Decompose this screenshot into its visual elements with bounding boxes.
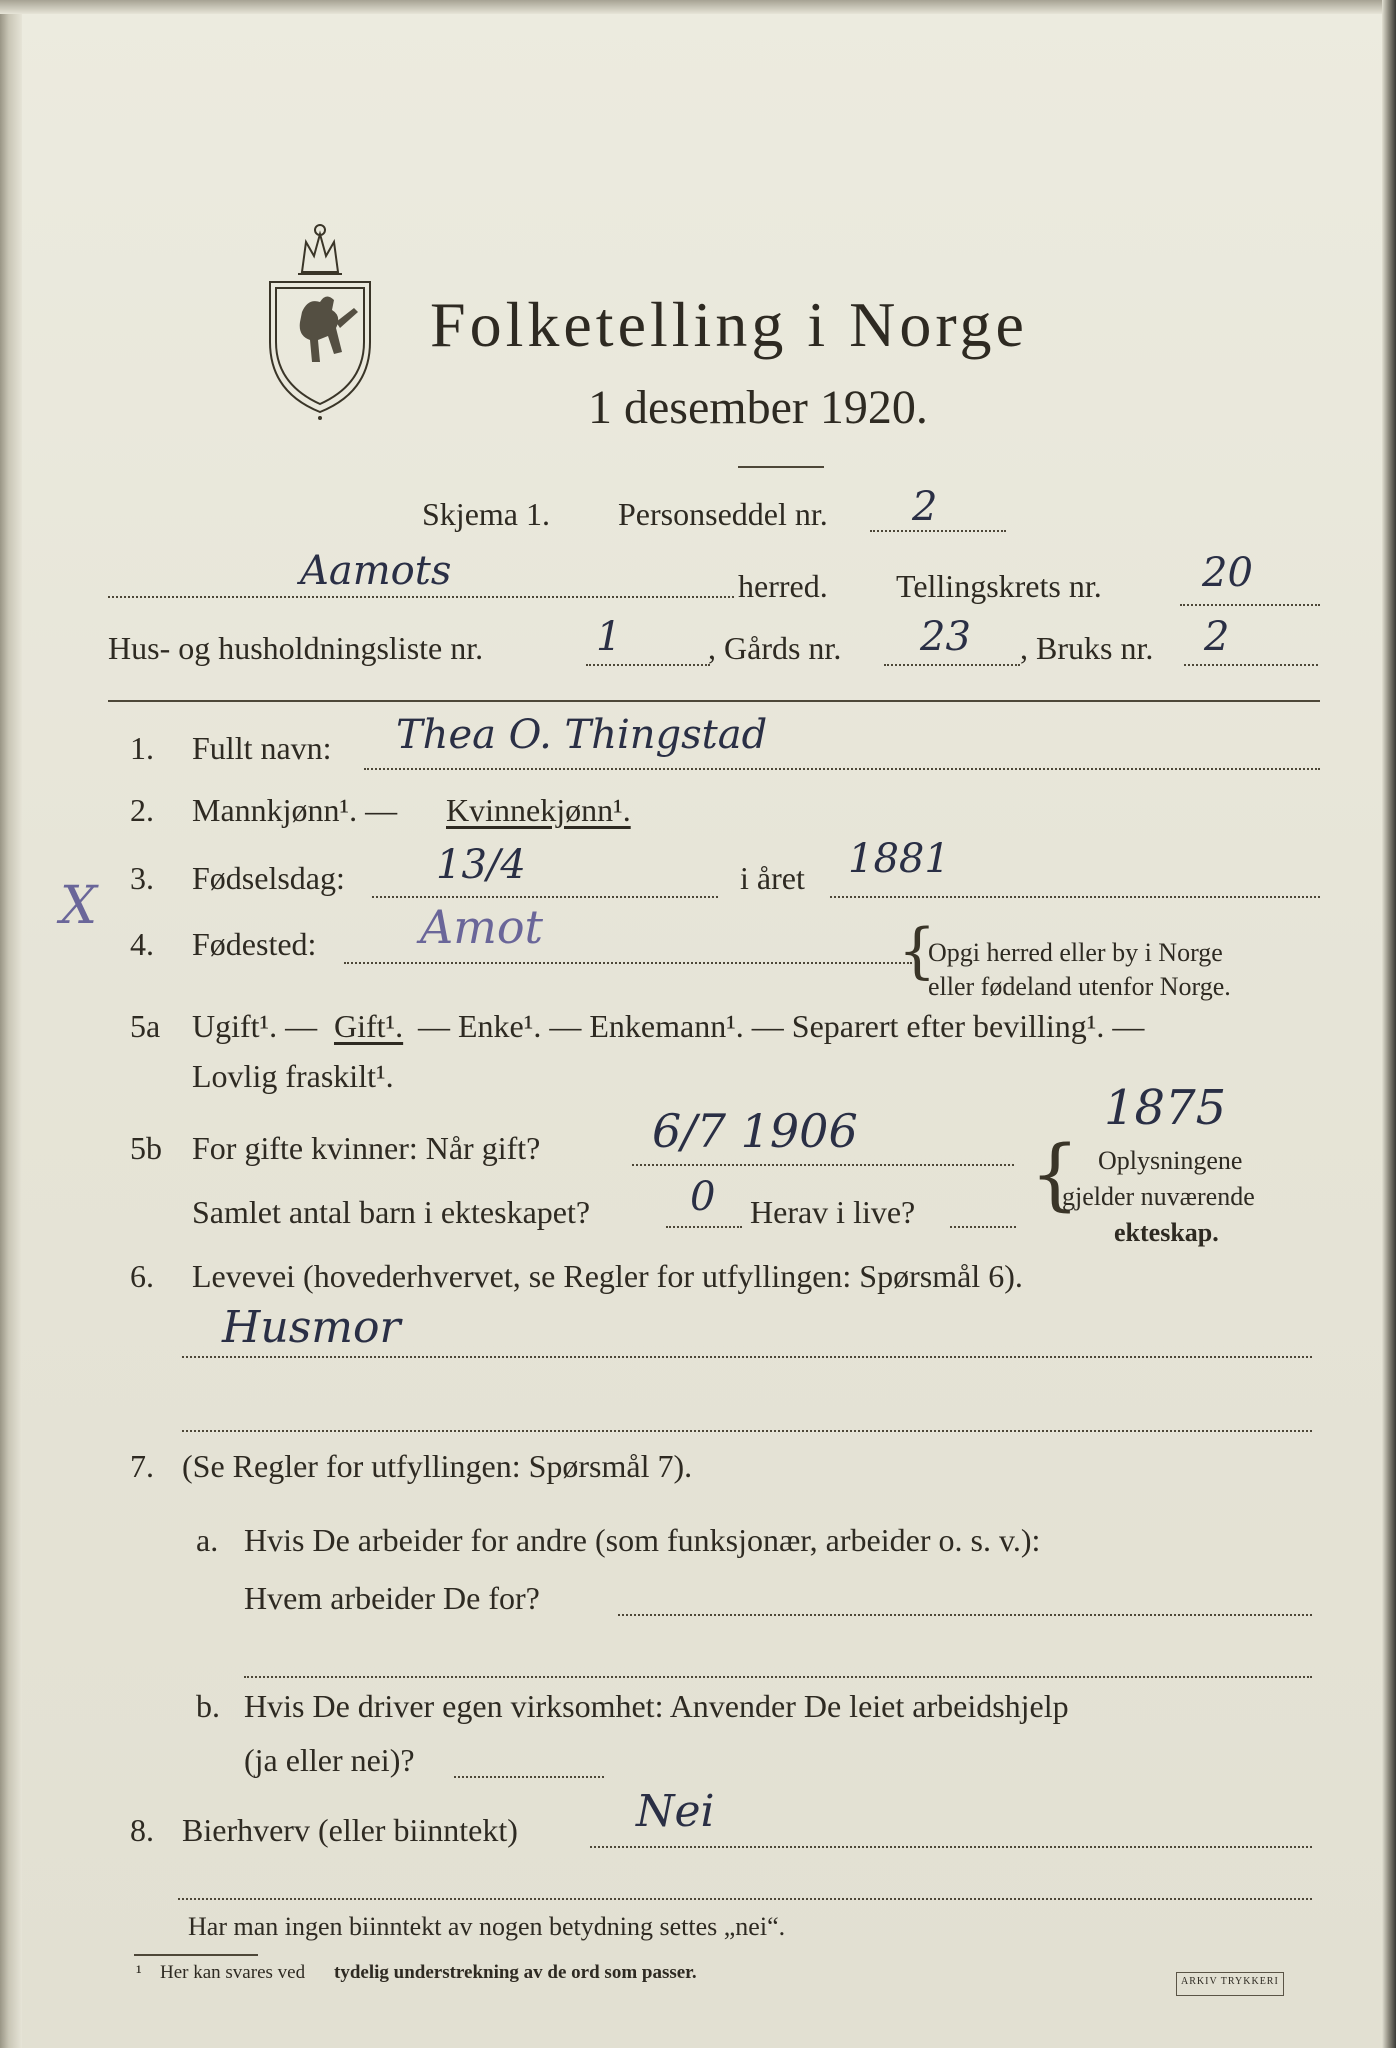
q3-year-label: i året (740, 860, 805, 896)
q5b-note-line2: gjelder nuværende (1062, 1182, 1255, 1211)
q1-line (364, 768, 1320, 770)
q4-label: Fødested: (192, 926, 317, 962)
q4-note-line1: Opgi herred eller by i Norge (928, 938, 1223, 967)
q4-note-line2: eller fødeland utenfor Norge. (928, 972, 1231, 1001)
q4-number: 4. (130, 926, 154, 962)
q3-year-value: 1881 (848, 836, 950, 882)
tellingskrets-label: Tellingskrets nr. (896, 568, 1102, 604)
q7a-line1: Hvis De arbeider for andre (som funksjonær, arbeider o. s. v.): (244, 1522, 1041, 1558)
q1-value: Thea O. Thingstad (396, 712, 768, 758)
q4-value: Amot (420, 900, 544, 954)
q5b-note-line1: Oplysningene (1098, 1146, 1243, 1175)
q4-line (344, 962, 912, 964)
q5b-value: 6/7 1906 (652, 1104, 858, 1158)
norway-coat-of-arms-icon (262, 212, 378, 422)
q7a-answer-line2 (244, 1676, 1312, 1678)
q8-number: 8. (130, 1812, 154, 1848)
printer-stamp: ARKIV TRYKKERI (1176, 1972, 1284, 1996)
q7b-letter: b. (196, 1688, 220, 1724)
q5a-ugift: Ugift¹. — (192, 1008, 318, 1044)
title-divider (738, 466, 824, 468)
gards-line (884, 664, 1020, 666)
q2-female-selected: Kvinnekjønn¹. (446, 792, 631, 828)
bruks-label: , Bruks nr. (1020, 630, 1154, 666)
q7b-answer-line (454, 1776, 604, 1778)
q7a-answer-line1 (618, 1614, 1312, 1616)
q5b-number: 5b (130, 1130, 162, 1166)
q5b-line (632, 1164, 1014, 1166)
q5b-live-label: Herav i live? (750, 1194, 916, 1230)
gards-value: 23 (920, 614, 971, 660)
footnote-text-a: Her kan svares ved (160, 1962, 306, 1983)
q5b-barn-value: 0 (690, 1174, 716, 1220)
bruks-line (1184, 664, 1318, 666)
header-divider (108, 700, 1320, 702)
hus-label: Hus- og husholdningsliste nr. (108, 630, 484, 666)
q6-label: Levevei (hovederhvervet, se Regler for utfyllingen: Spørsmål 6). (192, 1258, 1023, 1294)
q7-label: (Se Regler for utfyllingen: Spørsmål 7). (182, 1448, 693, 1484)
bruks-value: 2 (1204, 614, 1230, 660)
q7b-line1: Hvis De driver egen virksomhet: Anvender De leiet arbeidshjelp (244, 1688, 1069, 1724)
herred-line (108, 596, 734, 598)
page-edge-right (1382, 0, 1396, 2048)
q1-label: Fullt navn: (192, 730, 332, 766)
hus-line (586, 664, 710, 666)
q3-year-line (830, 896, 1320, 898)
q3-day-value: 13/4 (436, 842, 526, 888)
footnote-text-b: tydelig understrekning av de ord som passer. (334, 1962, 697, 1983)
form-title: Folketelling i Norge (430, 289, 1028, 360)
q5b-brace: { (1030, 1130, 1080, 1220)
skjema-label: Skjema 1. (422, 496, 550, 532)
q5b-barn-label: Samlet antal barn i ekteskapet? (192, 1194, 591, 1230)
q5a-rest: — Enke¹. — Enkemann¹. — Separert efter bevilling¹. — (418, 1008, 1145, 1044)
q7-number: 7. (130, 1448, 154, 1484)
q5a-number: 5a (130, 1008, 161, 1044)
q4-brace: { (898, 916, 937, 986)
footnote-marker: ¹ (136, 1962, 142, 1983)
herred-value: Aamots (300, 548, 452, 594)
hus-value: 1 (596, 614, 622, 660)
page-edge-top (0, 0, 1396, 14)
personseddel-label: Personseddel nr. (618, 496, 828, 532)
q8-line (590, 1846, 1312, 1848)
q3-day-line (372, 896, 718, 898)
q5a-line2: Lovlig fraskilt¹. (192, 1058, 394, 1094)
census-date: 1 desember 1920. (588, 381, 928, 434)
q6-line1 (182, 1356, 1312, 1358)
q2-number: 2. (130, 792, 154, 828)
q4-margin-mark: X (60, 876, 98, 936)
tellingskrets-value: 20 (1202, 550, 1253, 596)
q5b-live-line (950, 1226, 1016, 1228)
personseddel-line (870, 530, 1006, 532)
page-edge-left (0, 0, 22, 2048)
q8-line2 (178, 1898, 1312, 1900)
q6-line2 (182, 1430, 1312, 1432)
q7b-line2: (ja eller nei)? (244, 1742, 415, 1778)
footer-divider (134, 1954, 258, 1956)
q6-number: 6. (130, 1258, 154, 1294)
q7a-letter: a. (196, 1522, 219, 1558)
gards-label: , Gårds nr. (708, 630, 842, 666)
q5b-label: For gifte kvinner: Når gift? (192, 1130, 541, 1166)
q5b-barn-line (666, 1226, 742, 1228)
footer-note: Har man ingen biinntekt av nogen betydning settes „nei“. (188, 1912, 786, 1941)
q2-male: Mannkjønn¹. — (192, 792, 398, 828)
q5b-margin-year: 1875 (1104, 1080, 1227, 1136)
personseddel-value: 2 (912, 484, 938, 530)
q7a-line2: Hvem arbeider De for? (244, 1580, 540, 1616)
q8-label: Bierhverv (eller biinntekt) (182, 1812, 518, 1848)
q8-value: Nei (636, 1786, 715, 1837)
q3-label: Fødselsdag: (192, 860, 345, 896)
q5b-note-line3: ekteskap. (1114, 1218, 1219, 1247)
q3-number: 3. (130, 860, 154, 896)
q5a-gift-selected: Gift¹. (334, 1008, 404, 1044)
tellingskrets-line (1180, 604, 1320, 606)
herred-label: herred. (738, 568, 828, 604)
q6-value: Husmor (222, 1302, 401, 1353)
q1-number: 1. (130, 730, 154, 766)
